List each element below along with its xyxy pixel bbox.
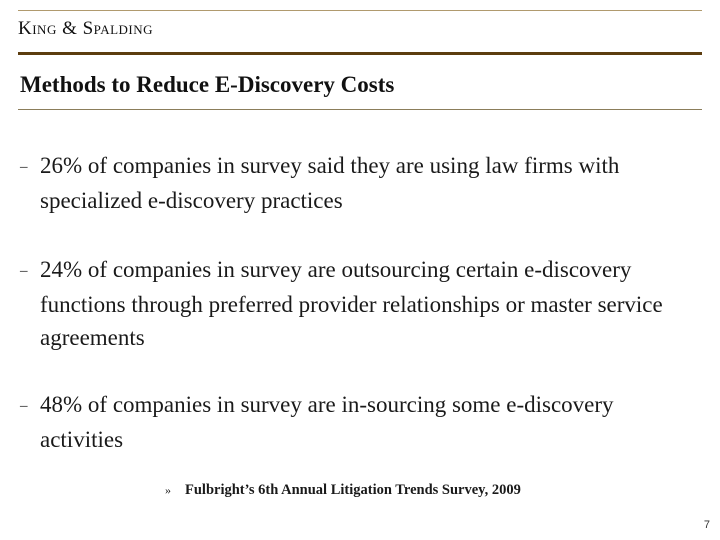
source-text: Fulbright’s 6th Annual Litigation Trends Survey, 2009 bbox=[185, 482, 521, 498]
bullet-text: 48% of companies in survey are in-sourcing some e-discovery activities bbox=[40, 392, 614, 452]
bullet-item bbox=[20, 388, 700, 456]
title-divider bbox=[18, 109, 702, 110]
page-number: 7 bbox=[703, 519, 710, 531]
source-citation bbox=[165, 482, 521, 499]
company-logo: King & Spalding bbox=[18, 18, 154, 39]
chevron-marker: » bbox=[165, 483, 171, 497]
bullet-text: 26% of companies in survey said they are using law firms with specialized e-discovery practices bbox=[40, 153, 620, 213]
bullet-text: 24% of companies in survey are outsourcing certain e-discovery functions through preferred provider relationships or master service agreements bbox=[40, 257, 663, 350]
header-divider bbox=[18, 52, 702, 55]
dash-marker: – bbox=[20, 159, 28, 175]
top-rule bbox=[18, 10, 702, 11]
dash-marker: – bbox=[20, 398, 28, 414]
bullet-item bbox=[20, 253, 700, 354]
bullet-item bbox=[20, 149, 700, 217]
dash-marker: – bbox=[20, 263, 28, 279]
slide-title: Methods to Reduce E-Discovery Costs bbox=[20, 72, 395, 97]
